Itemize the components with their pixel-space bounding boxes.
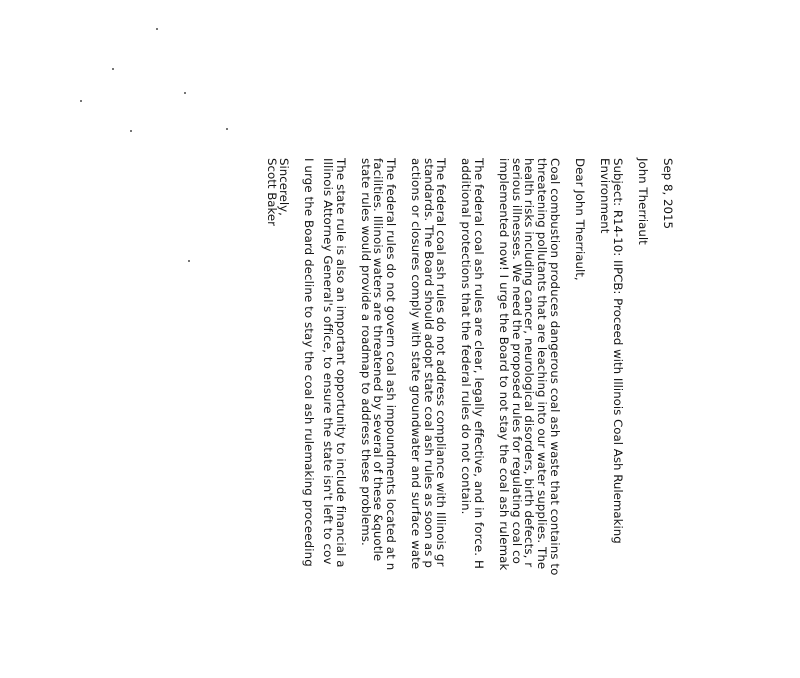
scan-speck [80,100,82,102]
letter-salutation: Dear John Therriault, [572,158,587,281]
letter-date: Sep 8, 2015 [661,158,675,230]
paragraph-2 [460,158,485,678]
scan-speck [226,128,228,130]
paragraph-line: state rules would provide a roadmap to address these problems. [358,158,373,546]
paragraph-line: The state rule is also an important opportunity to include financial a [333,158,348,568]
paragraph-4 [359,158,397,678]
letter-recipient: John Therriault [635,158,650,245]
letter-body [264,158,675,678]
paragraph-line: threatening pollutants that are leaching into our water supplies. The [535,158,550,570]
paragraph-1 [498,158,561,678]
paragraph-line: The federal coal ash rules are clear, legally effective, and in force. H [472,158,487,569]
paragraph-line: actions or closures comply with state groundwater and surface wate [409,158,424,570]
paragraph-line: additional protections that the federal rules do not contain. [459,158,474,515]
scan-speck [130,130,132,132]
letter-subject-continued: Environment [598,158,613,234]
paragraph-line: health risks including cancer, neurological disorders, birth defects, r [522,158,537,568]
scan-speck [112,68,114,70]
letter-subject: Subject: R14-10: IIPCB: Proceed with Illinois Coal Ash Rulemaking [610,158,625,544]
paragraph-line: serious illnesses. We need the proposed rules for regulating coal co [509,158,524,564]
paragraph-6 [303,158,316,678]
paragraph-line: Illinois Attorney General's office, to ensure the state isn't left to cov [320,158,335,565]
paragraph-line: Coal combustion produces dangerous coal ash waste that contains to [547,158,562,576]
letter-signature: Scott Baker [264,158,279,227]
scan-speck [156,28,158,30]
paragraph-line: facilities. Illinois waters are threatened by several of these &quotle [371,158,386,562]
paragraph-line: implemented now! I urge the Board to not stay the coal ash rulemak [497,158,512,571]
paragraph-3 [410,158,448,678]
letter-closing: Sincerely, [277,158,292,216]
paragraph-line: I urge the Board decline to stay the coal ash rulemaking proceeding [302,158,317,567]
paragraph-5 [321,158,346,678]
paragraph-line: standards. The Board should adopt state coal ash rules as soon as p [421,158,436,568]
paragraph-line: The federal rules do not govern coal ash impoundments located at n [383,158,398,571]
scan-speck [188,260,190,262]
paragraph-line: The federal coal ash rules do not address compliance with Illinois gr [434,158,449,567]
scan-speck [184,92,186,94]
